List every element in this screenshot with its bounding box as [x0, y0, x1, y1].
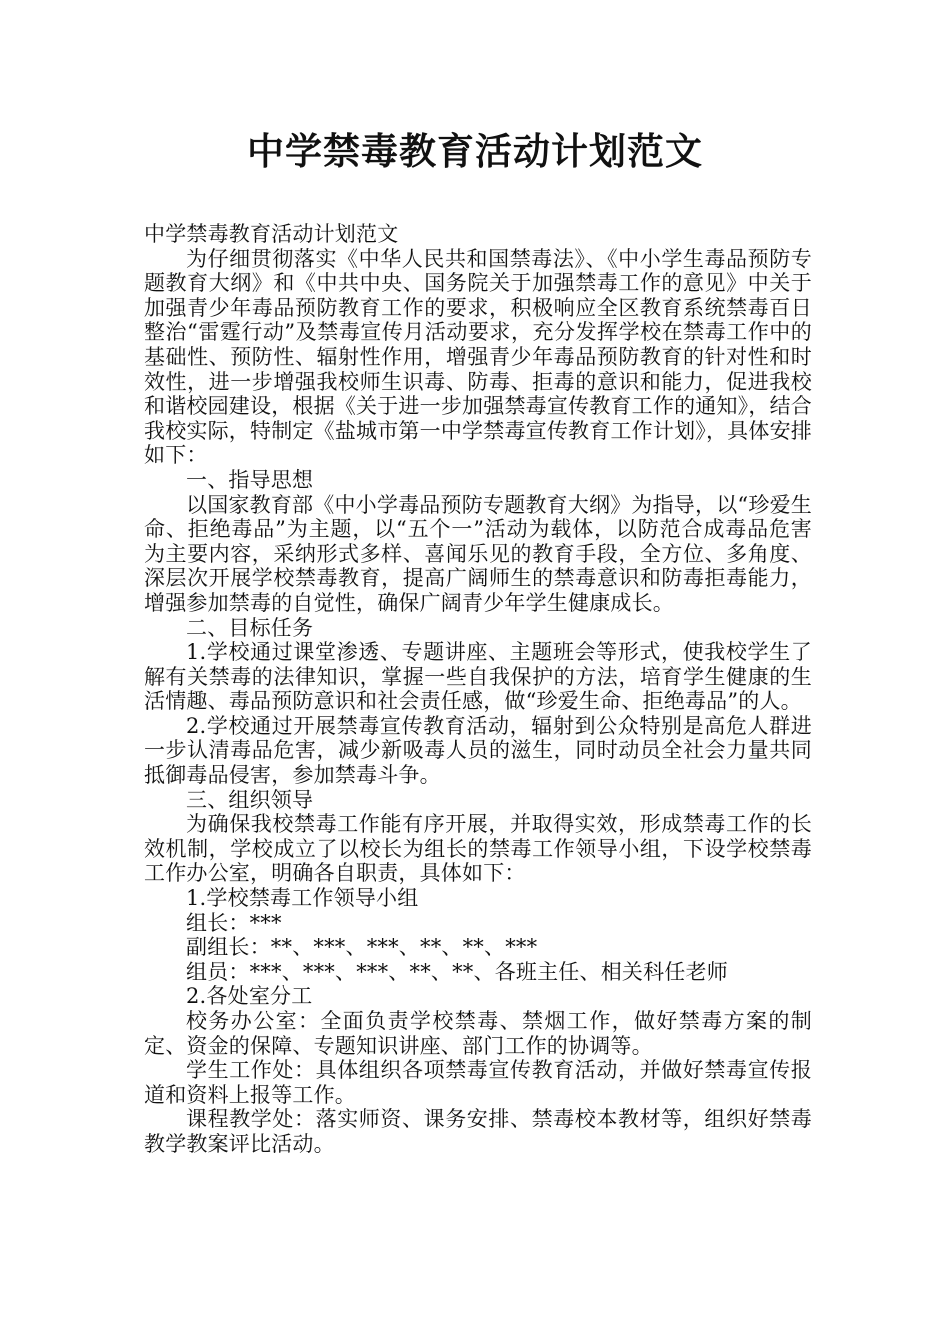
section-heading-guiding-ideology: 一、指导思想: [186, 467, 314, 492]
paragraph-organization: 为确保我校禁毒工作能有序开展，并取得实效，形成禁毒工作的长效机制，学校成立了以校长为组长的禁毒工作领导小组，下设学校禁毒工作办公室，明确各自职责，具体如下：: [144, 812, 812, 886]
line-deputy-leaders: 副组长：**、***、***、**、**、***: [186, 935, 538, 960]
paragraph-goal-2: 2.学校通过开展禁毒宣传教育活动，辐射到公众特别是高危人群进一步认清毒品危害，减少新吸毒人员的滋生，同时动员全社会力量共同抵御毒品侵害，参加禁毒斗争。: [144, 713, 812, 788]
section-heading-organization: 三、组织领导: [186, 787, 314, 812]
subheading-department-duties: 2.各处室分工: [186, 984, 313, 1009]
paragraph-school-office: 校务办公室：全面负责学校禁毒、禁烟工作，做好禁毒方案的制定、资金的保障、专题知识讲座、部门工作的协调等。: [144, 1009, 812, 1058]
document-body: [144, 222, 812, 1157]
paragraph-guiding-ideology: 以国家教育部《中小学毒品预防专题教育大纲》为指导，以“珍爱生命、拒绝毒品”为主题，以“五个一”活动为载体，以防范合成毒品危害为主要内容，采纳形式多样、喜闻乐见的教育手段，全方位、多角度、深层次开展学校禁毒教育，提高广阔师生的禁毒意识和防毒拒毒能力，增强参加禁毒的自觉性，确保广阔青少年学生健康成长。: [144, 492, 812, 615]
page-title: 中学禁毒教育活动计划范文: [247, 130, 703, 173]
paragraph-student-affairs: 学生工作处：具体组织各项禁毒宣传教育活动，并做好禁毒宣传报道和资料上报等工作。: [144, 1058, 812, 1107]
paragraph-curriculum-office: 课程教学处：落实师资、课务安排、禁毒校本教材等，组织好禁毒教学教案评比活动。: [144, 1107, 812, 1156]
subheading-leadership-group: 1.学校禁毒工作领导小组: [186, 886, 419, 911]
line-group-leader: 组长：***: [186, 910, 282, 935]
paragraph-intro: 为仔细贯彻落实《中华人民共和国禁毒法》、《中小学生毒品预防专题教育大纲》和《中共中央、国务院关于加强禁毒工作的意见》中关于加强青少年毒品预防教育工作的要求，积极响应全区教育系统禁毒百日整治“雷霆行动”及禁毒宣传月活动要求，充分发挥学校在禁毒工作中的基础性、预防性、辐射性作用，增强青少年毒品预防教育的针对性和时效性，进一步增强我校师生识毒、防毒、拒毒的意识和能力，促进我校和谐校园建设，根据《关于进一步加强禁毒宣传教育工作的通知》，结合我校实际，特制定《盐城市第一中学禁毒宣传教育工作计划》，具体安排如下：: [144, 246, 812, 468]
paragraph-goal-1: 1.学校通过课堂渗透、专题讲座、主题班会等形式，使我校学生了解有关禁毒的法律知识，掌握一些自我保护的方法，培育学生健康的生活情趣、毒品预防意识和社会责任感，做“珍爱生命、拒绝毒品”的人。: [144, 640, 812, 714]
section-heading-goals: 二、目标任务: [186, 615, 314, 640]
line-group-members: 组员：***、***、***、**、**、各班主任、相关科任老师: [186, 959, 728, 984]
document-subtitle: 中学禁毒教育活动计划范文: [144, 222, 399, 246]
